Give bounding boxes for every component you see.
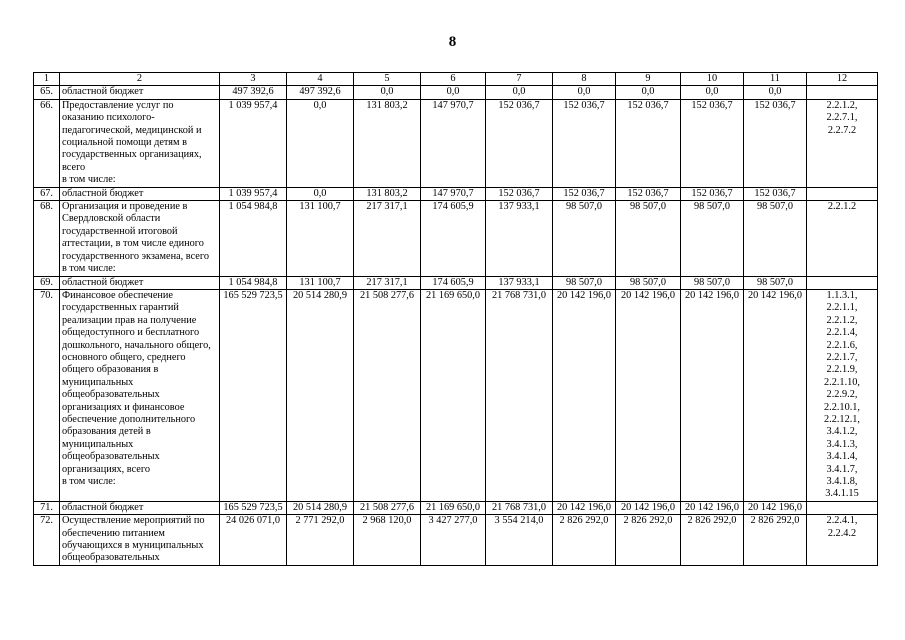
target-indicator-codes [807, 276, 878, 289]
column-number: 10 [681, 73, 744, 86]
funding-value: 152 036,7 [744, 99, 807, 187]
row-number: 66. [34, 99, 60, 187]
funding-value: 3 427 277,0 [421, 515, 486, 566]
row-description: областной бюджет [60, 501, 220, 514]
table-row [34, 201, 878, 276]
column-number: 2 [60, 73, 220, 86]
funding-value: 3 554 214,0 [486, 515, 553, 566]
funding-value: 147 970,7 [421, 99, 486, 187]
budget-table [33, 72, 878, 566]
funding-value: 98 507,0 [616, 201, 681, 276]
funding-value: 0,0 [744, 86, 807, 99]
funding-value: 152 036,7 [681, 99, 744, 187]
funding-value: 20 514 280,9 [287, 501, 354, 514]
row-description: областной бюджет [60, 276, 220, 289]
funding-value: 98 507,0 [681, 276, 744, 289]
funding-value: 21 508 277,6 [354, 289, 421, 501]
target-indicator-codes: 1.1.3.1, 2.2.1.1, 2.2.1.2, 2.2.1.4, 2.2.1.6, 2.2.1.7, 2.2.1.9, 2.2.1.10, 2.2.9.2, 2.2.10.1, 2.2.12.1, 3.4.1.2, 3.4.1.3, 3.4.1.4, 3.4.1.7, 3.4.1.8, 3.4.1.15 [807, 289, 878, 501]
target-indicator-codes: 2.2.1.2 [807, 201, 878, 276]
row-description: областной бюджет [60, 86, 220, 99]
funding-value: 152 036,7 [553, 99, 616, 187]
funding-value: 21 768 731,0 [486, 289, 553, 501]
funding-value: 152 036,7 [744, 187, 807, 200]
funding-value: 1 054 984,8 [220, 276, 287, 289]
funding-value: 174 605,9 [421, 201, 486, 276]
page-number: 8 [448, 34, 457, 50]
table-row [34, 289, 878, 501]
row-number: 70. [34, 289, 60, 501]
table-row [34, 86, 878, 99]
funding-value: 20 142 196,0 [553, 289, 616, 501]
funding-value: 1 039 957,4 [220, 99, 287, 187]
funding-value: 20 142 196,0 [681, 289, 744, 501]
funding-value: 98 507,0 [616, 276, 681, 289]
funding-value: 0,0 [553, 86, 616, 99]
funding-value: 98 507,0 [744, 276, 807, 289]
funding-value: 98 507,0 [553, 276, 616, 289]
column-number: 8 [553, 73, 616, 86]
funding-value: 21 508 277,6 [354, 501, 421, 514]
funding-value: 0,0 [681, 86, 744, 99]
table-row [34, 187, 878, 200]
funding-value: 24 026 071,0 [220, 515, 287, 566]
column-number: 9 [616, 73, 681, 86]
funding-value: 152 036,7 [681, 187, 744, 200]
funding-value: 137 933,1 [486, 201, 553, 276]
column-number: 3 [220, 73, 287, 86]
funding-value: 98 507,0 [553, 201, 616, 276]
table-row [34, 276, 878, 289]
funding-value: 0,0 [354, 86, 421, 99]
funding-value: 1 039 957,4 [220, 187, 287, 200]
target-indicator-codes [807, 187, 878, 200]
funding-value: 0,0 [287, 187, 354, 200]
funding-value: 20 142 196,0 [744, 289, 807, 501]
column-number-row [34, 73, 878, 86]
funding-value: 131 803,2 [354, 187, 421, 200]
funding-value: 2 826 292,0 [744, 515, 807, 566]
funding-value: 497 392,6 [287, 86, 354, 99]
funding-value: 217 317,1 [354, 201, 421, 276]
funding-value: 2 826 292,0 [553, 515, 616, 566]
funding-value: 131 100,7 [287, 201, 354, 276]
column-number: 11 [744, 73, 807, 86]
funding-value: 98 507,0 [744, 201, 807, 276]
column-number: 7 [486, 73, 553, 86]
funding-value: 217 317,1 [354, 276, 421, 289]
funding-value: 0,0 [421, 86, 486, 99]
row-number: 68. [34, 201, 60, 276]
row-number: 71. [34, 501, 60, 514]
target-indicator-codes [807, 501, 878, 514]
funding-value: 2 771 292,0 [287, 515, 354, 566]
column-number: 12 [807, 73, 878, 86]
funding-value: 152 036,7 [616, 187, 681, 200]
funding-value: 21 169 650,0 [421, 289, 486, 501]
column-number: 1 [34, 73, 60, 86]
funding-value: 165 529 723,5 [220, 501, 287, 514]
funding-value: 98 507,0 [681, 201, 744, 276]
funding-value: 20 142 196,0 [553, 501, 616, 514]
funding-value: 152 036,7 [486, 187, 553, 200]
target-indicator-codes [807, 86, 878, 99]
funding-value: 2 968 120,0 [354, 515, 421, 566]
funding-value: 20 142 196,0 [616, 501, 681, 514]
funding-value: 21 169 650,0 [421, 501, 486, 514]
funding-value: 152 036,7 [486, 99, 553, 187]
column-number: 6 [421, 73, 486, 86]
funding-value: 2 826 292,0 [616, 515, 681, 566]
funding-value: 20 142 196,0 [681, 501, 744, 514]
table-row [34, 515, 878, 566]
row-number: 72. [34, 515, 60, 566]
funding-value: 131 100,7 [287, 276, 354, 289]
target-indicator-codes: 2.2.4.1, 2.2.4.2 [807, 515, 878, 566]
column-number: 4 [287, 73, 354, 86]
column-number: 5 [354, 73, 421, 86]
funding-value: 20 514 280,9 [287, 289, 354, 501]
funding-value: 137 933,1 [486, 276, 553, 289]
row-description: Предоставление услуг по оказанию психолого-педагогической, медицинской и социальной помощи детям в государственных организациях, всего в том числе: [60, 99, 220, 187]
row-description: Организация и проведение в Свердловской области государственной итоговой аттестации, в том числе единого государственного экзамена, всего в том числе: [60, 201, 220, 276]
funding-value: 0,0 [486, 86, 553, 99]
row-number: 65. [34, 86, 60, 99]
row-number: 69. [34, 276, 60, 289]
funding-value: 152 036,7 [553, 187, 616, 200]
row-description: областной бюджет [60, 187, 220, 200]
funding-value: 165 529 723,5 [220, 289, 287, 501]
table-row [34, 99, 878, 187]
row-description: Осуществление мероприятий по обеспечению питанием обучающихся в муниципальных общеобразовательных [60, 515, 220, 566]
funding-value: 0,0 [287, 99, 354, 187]
funding-value: 1 054 984,8 [220, 201, 287, 276]
funding-value: 174 605,9 [421, 276, 486, 289]
funding-value: 0,0 [616, 86, 681, 99]
row-description: Финансовое обеспечение государственных гарантий реализации прав на получение общедоступного и бесплатного дошкольного, начального общего, основного общего, среднего общего образования в муниципальных общеобразовательных организациях и финансовое обеспечение дополнительного образования детей в муниципальных общеобразовательных организациях, всего в том числе: [60, 289, 220, 501]
funding-value: 21 768 731,0 [486, 501, 553, 514]
funding-value: 131 803,2 [354, 99, 421, 187]
funding-value: 152 036,7 [616, 99, 681, 187]
funding-value: 2 826 292,0 [681, 515, 744, 566]
funding-value: 20 142 196,0 [616, 289, 681, 501]
funding-value: 147 970,7 [421, 187, 486, 200]
target-indicator-codes: 2.2.1.2, 2.2.7.1, 2.2.7.2 [807, 99, 878, 187]
funding-value: 497 392,6 [220, 86, 287, 99]
row-number: 67. [34, 187, 60, 200]
funding-value: 20 142 196,0 [744, 501, 807, 514]
table-row [34, 501, 878, 514]
